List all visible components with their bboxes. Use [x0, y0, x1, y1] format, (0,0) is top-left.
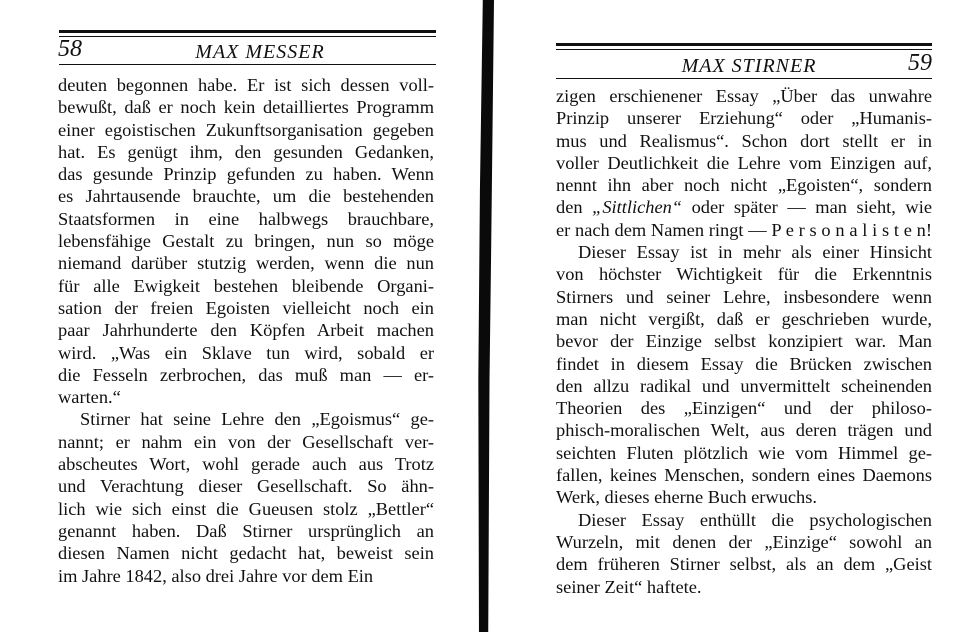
text-line: Dieser Essay ist in mehr als einer Hinsicht: [578, 242, 932, 263]
text-line: bewußt, daß er noch kein detailliertes Programm: [58, 97, 434, 118]
text-line: nennt ihn aber noch nicht „Egoisten“, sondern: [556, 175, 932, 196]
text-line: seichten Fluten plötzlich wie vom Himmel ge-: [556, 442, 932, 463]
text-line: deuten begonnen habe. Er ist sich dessen voll-: [58, 75, 434, 95]
text-line: hat. Es genügt ihm, den gesunden Gedanken,: [58, 141, 434, 162]
text-line: niemand darüber stutzig werden, wenn die nun: [58, 253, 434, 274]
header-rule-bottom: [59, 64, 436, 65]
header-rule-thick: [59, 30, 436, 33]
page-number: 59: [908, 50, 932, 76]
text-line: von höchster Wichtigkeit für die Erkenntnis: [556, 264, 932, 285]
header-rule-thick: [556, 43, 932, 46]
text-line: sation der freien Egoisten vielleicht noch ein: [58, 297, 434, 318]
text-line: Theorien des „Einzigen“ und der philoso-: [556, 398, 932, 419]
text-line: man nicht vergißt, daß er geschrieben wurde,: [556, 308, 932, 329]
text-line: [556, 196, 932, 218]
text-line: findet in diesem Essay die Brücken zwischen: [556, 353, 932, 374]
text-line: es Jahrtausende brauchte, um die bestehenden: [58, 186, 434, 207]
header-rule-thin: [59, 36, 436, 37]
text-line: genannt haben. Daß Stirner ursprünglich an: [58, 520, 434, 541]
text-line: lebensfähige Gestalt zu bringen, nun so möge: [58, 231, 434, 252]
text-line: zigen erschienener Essay „Über das unwahre: [556, 86, 932, 106]
text-line: einer egoistischen Zukunftsorganisation gegeben: [58, 119, 434, 140]
text-line: im Jahre 1842, also drei Jahre vor dem Ein: [58, 565, 374, 586]
text-line: Stirner hat seine Lehre den „Egoismus“ ge-: [80, 409, 434, 430]
text-line: seiner Zeit“ haftete.: [556, 576, 702, 597]
text-line: Dieser Essay enthüllt die psychologischen: [578, 509, 932, 530]
text-line: Wurzeln, mit denen der „Einzige“ sowohl an: [556, 531, 932, 552]
book-gutter: [478, 0, 494, 632]
text-line: er nach dem Namen ringt — P e r s o n a l i s t e n!: [556, 219, 932, 240]
text-line: Staatsformen in eine halbwegs brauchbare,: [58, 208, 434, 229]
text-line: mus und Realismus“. Schon dort stellt er in: [556, 130, 932, 151]
running-head-title: MAX MESSER: [195, 41, 325, 63]
text-line: voller Deutlichkeit die Lehre vom Einzigen auf,: [556, 152, 932, 173]
text-line: das gesunde Prinzip gefunden zu haben. Wenn: [58, 164, 434, 185]
text-line: die Fesseln zerbrochen, das muß man — er-: [58, 364, 434, 385]
left-page: [0, 0, 478, 632]
right-body-text: [556, 85, 932, 598]
header-rule-thin: [556, 49, 932, 50]
left-body-text: [58, 74, 434, 587]
text-line: Prinzip unserer Erziehung“ oder „Humanis-: [556, 108, 932, 129]
text-line: nannt; er nahm ein von der Gesellschaft ver-: [58, 431, 434, 452]
text-line: phisch-moralischen Welt, aus deren trägen und: [556, 420, 932, 441]
text-line: für alle Ewigkeit bestehen bleibende Organi-: [58, 275, 434, 296]
text-line: abscheutes Wort, wohl gerade auch aus Trotz: [58, 454, 434, 475]
text-line: Stirners und seiner Lehre, insbesondere wenn: [556, 286, 932, 307]
text-line: dem früheren Stirner selbst, als an dem „Geist: [556, 554, 932, 575]
text-fragment: den: [556, 197, 593, 218]
text-line: lich wie sich einst die Gueusen stolz „Bettler“: [58, 498, 434, 519]
page-number: 58: [58, 36, 82, 62]
right-page: [494, 0, 960, 632]
text-line: bevor der Einzige selbst konzipiert war. Man: [556, 331, 932, 352]
text-fragment: oder später — man sieht, wie: [682, 197, 932, 218]
text-line: wird. „Was ein Sklave tun wird, sobald er: [58, 342, 434, 363]
text-line: paar Jahrhunderte den Köpfen Arbeit machen: [58, 320, 434, 341]
text-line: und Verachtung dieser Gesellschaft. So ähn-: [58, 476, 434, 497]
running-head-title: MAX STIRNER: [681, 55, 817, 77]
text-line: fallen, keines Menschen, sondern eines Daemons: [556, 465, 932, 486]
text-line: diesen Namen nicht gedacht hat, beweist sein: [58, 543, 434, 564]
emphasis-sittlichen: „Sittlichen“: [592, 197, 683, 218]
text-line: den allzu radikal und unvermittelt scheinenden: [556, 375, 932, 396]
header-rule-bottom: [556, 78, 932, 79]
text-line: warten.“: [58, 387, 121, 408]
text-line: Werk, dieses eherne Buch erwuchs.: [556, 487, 817, 508]
